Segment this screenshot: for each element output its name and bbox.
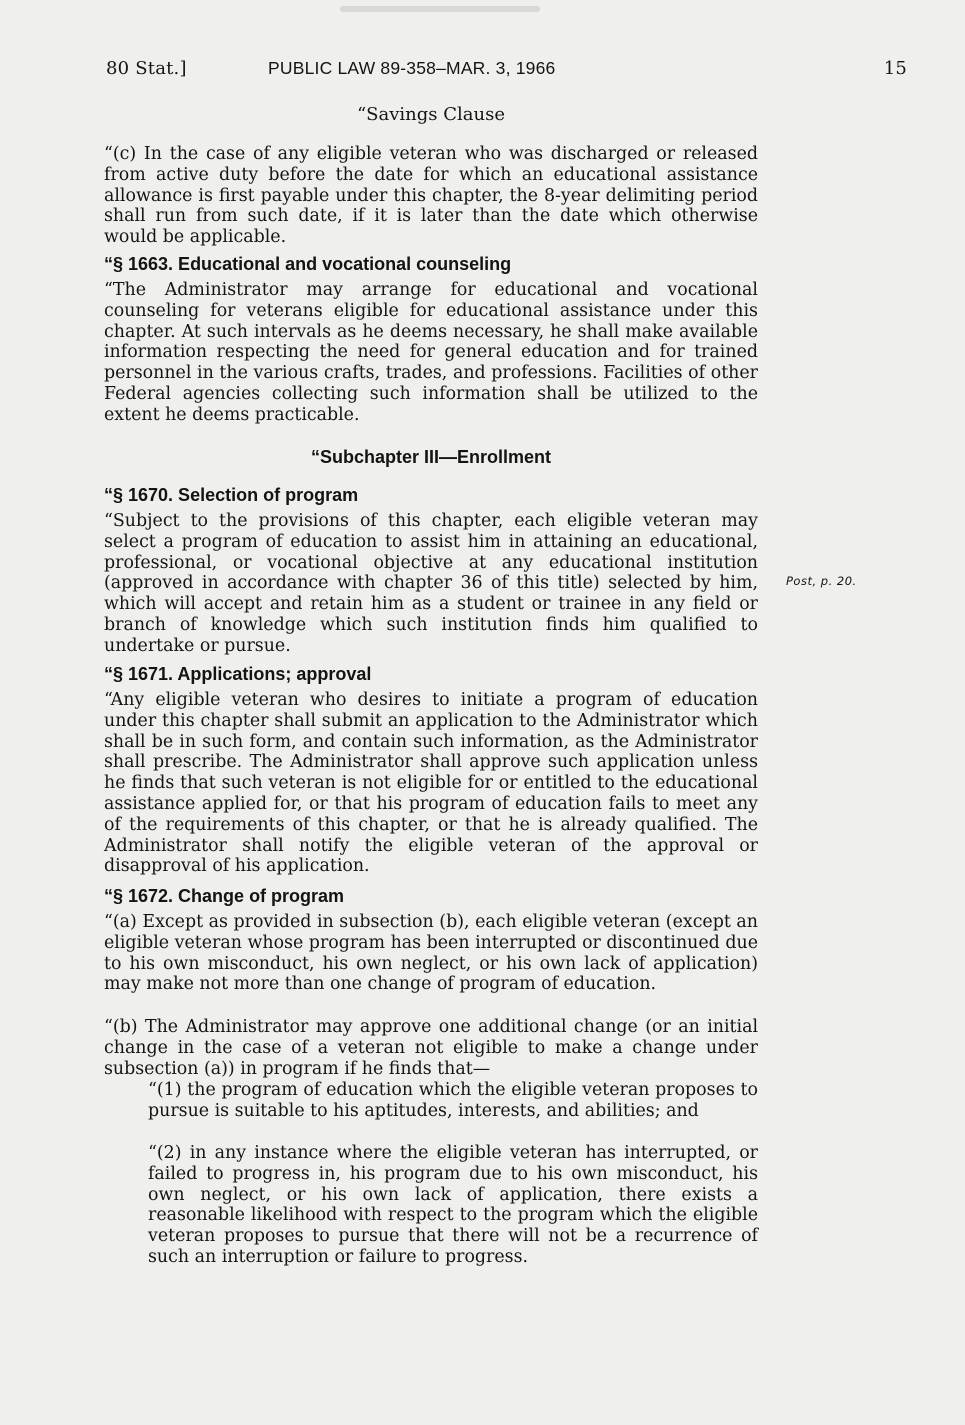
section-1672-b-item-2: “(2) in any instance where the eligible veteran has interrupted, or failed to progress in, his program due to his own misconduct, his own neglect, or his own lack of application, there exists a reasonable likelihood with respect to the program which the eligible veteran proposes to pursue that there will not be a recurrence of such an interruption or failure to progress.: [148, 1143, 758, 1267]
statute-reference: 80 Stat.]: [106, 58, 187, 79]
savings-clause-heading: “Savings Clause: [356, 104, 505, 125]
section-1671-heading: “§ 1671. Applications; approval: [104, 664, 372, 684]
section-1663-heading: “§ 1663. Educational and vocational counseling: [104, 254, 512, 274]
scan-smudge: [340, 6, 540, 12]
section-1672-subsection-a: “(a) Except as provided in subsection (b), each eligible veteran (except an eligible veteran whose program has been interrupted or discontinued due to his own misconduct, his own neglect, or his own lack of application) may make not more than one change of program of education.: [104, 912, 758, 995]
section-1672-subsection-b: “(b) The Administrator may approve one additional change (or an initial change in the case of a veteran not eligible to make a change under subsection (a)) in program if he finds that—: [104, 1017, 758, 1079]
section-1663-paragraph: “The Administrator may arrange for educational and vocational counseling for veterans eligible for educational assistance under this chapter. At such intervals as he deems necessary, he shall make available information respecting the need for general education and for trained personnel in the various crafts, trades, and professions. Facilities of other Federal agencies collecting such information shall be utilized to the extent he deems practicable.: [104, 280, 758, 425]
section-1670-heading: “§ 1670. Selection of program: [104, 485, 359, 505]
section-1671-paragraph: “Any eligible veteran who desires to initiate a program of education under this chapter shall submit an application to the Administrator which shall be in such form, and contain such information, as the Administrator shall prescribe. The Administrator shall approve such application unless he finds that such veteran is not eligible for or entitled to the educational assistance applied for, or that his program of education fails to meet any of the requirements of this chapter, or that he is already qualified. The Administrator shall notify the eligible veteran of the approval or disapproval of his application.: [104, 690, 758, 877]
page-number: 15: [883, 58, 907, 79]
section-1672-heading: “§ 1672. Change of program: [104, 886, 345, 906]
section-1672-b-item-1: “(1) the program of education which the eligible veteran proposes to pursue is suitable to his aptitudes, interests, and abilities; and: [148, 1080, 758, 1121]
section-1670-paragraph: “Subject to the provisions of this chapter, each eligible veteran may select a program of education to assist him in attaining an educational, professional, or vocational objective at any educational institution (approved in accordance with chapter 36 of this title) selected by him, which will accept and retain him as a student or trainee in any field or branch of knowledge which such institution finds him qualified to undertake or pursue.: [104, 511, 758, 656]
margin-note: Post, p. 20.: [786, 574, 857, 588]
page-title: PUBLIC LAW 89-358–MAR. 3, 1966: [268, 58, 556, 78]
subsection-c-paragraph: “(c) In the case of any eligible veteran who was discharged or released from active duty before the date for which an educational assistance allowance is first payable under this chapter, the 8-year delimiting period shall run from such date, if it is later than the date which otherwise would be applicable.: [104, 144, 758, 248]
subchapter-iii-heading: “Subchapter III—Enrollment: [310, 447, 552, 467]
